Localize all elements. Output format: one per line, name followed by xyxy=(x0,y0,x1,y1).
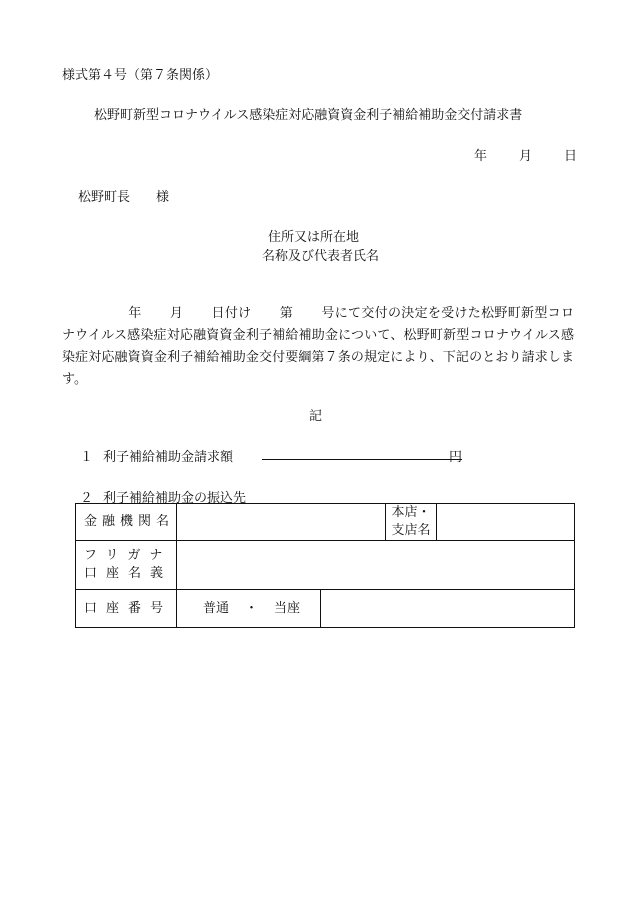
document-title: 松野町新型コロナウイルス感染症対応融資資金利子補給補助金交付請求書 xyxy=(94,108,523,123)
date-month-label: 月 xyxy=(519,149,533,164)
ki-heading: 記 xyxy=(309,409,323,424)
body-year-label: 年 xyxy=(128,306,142,321)
furigana-label: フリガナ xyxy=(84,548,172,563)
institution-label: 金融機関名 xyxy=(76,504,177,541)
branch-label xyxy=(386,504,437,541)
bank-account-table xyxy=(75,503,575,628)
branch-label-line1: 本店・ xyxy=(391,505,431,520)
account-type-select[interactable] xyxy=(177,590,321,628)
body-dai-label: 第 xyxy=(279,306,294,321)
item2-number: ２ xyxy=(80,491,94,506)
type-normal-option[interactable]: 普通 xyxy=(203,600,230,616)
yen-unit-label: 円 xyxy=(449,450,463,465)
type-current-option[interactable]: 当座 xyxy=(274,600,301,616)
representative-name-label: 名称及び代表者氏名 xyxy=(262,249,380,264)
form-number: 様式第４号（第７条関係） xyxy=(62,68,219,83)
account-name-field[interactable] xyxy=(177,541,575,590)
request-body-text xyxy=(62,303,574,391)
address-label: 住所又は所在地 xyxy=(268,230,360,245)
body-dated-label: 日付け xyxy=(211,306,252,321)
claim-amount-label: 利子補給補助金請求額 xyxy=(103,450,234,465)
date-line xyxy=(474,145,577,164)
claim-amount-field[interactable] xyxy=(262,459,462,460)
date-year-label: 年 xyxy=(474,149,488,164)
item1-number: １ xyxy=(80,450,94,465)
body-month-label: 月 xyxy=(169,306,184,321)
institution-field[interactable] xyxy=(177,504,386,541)
date-day-label: 日 xyxy=(564,149,578,164)
branch-field[interactable] xyxy=(437,504,575,541)
type-separator: ・ xyxy=(245,600,259,616)
furigana-account-name-label xyxy=(76,541,177,590)
account-name-label: 口座名義 xyxy=(84,566,173,581)
account-number-label: 口座番号 xyxy=(76,590,177,628)
branch-label-line2: 支店名 xyxy=(391,523,431,538)
transfer-destination-label: 利子補給補助金の振込先 xyxy=(103,491,247,506)
addressee: 松野町長 様 xyxy=(78,190,170,205)
account-number-field[interactable] xyxy=(321,590,575,628)
body-main-text: 号にて交付の決定を受けた松野町新型コロナウイルス感染症対応融資資金利子補給補助金について、松野町新型コロナウイルス感染症対応融資資金利子補給補助金交付要綱第７条の規定により、下記のとおり請求します。 xyxy=(62,306,574,387)
